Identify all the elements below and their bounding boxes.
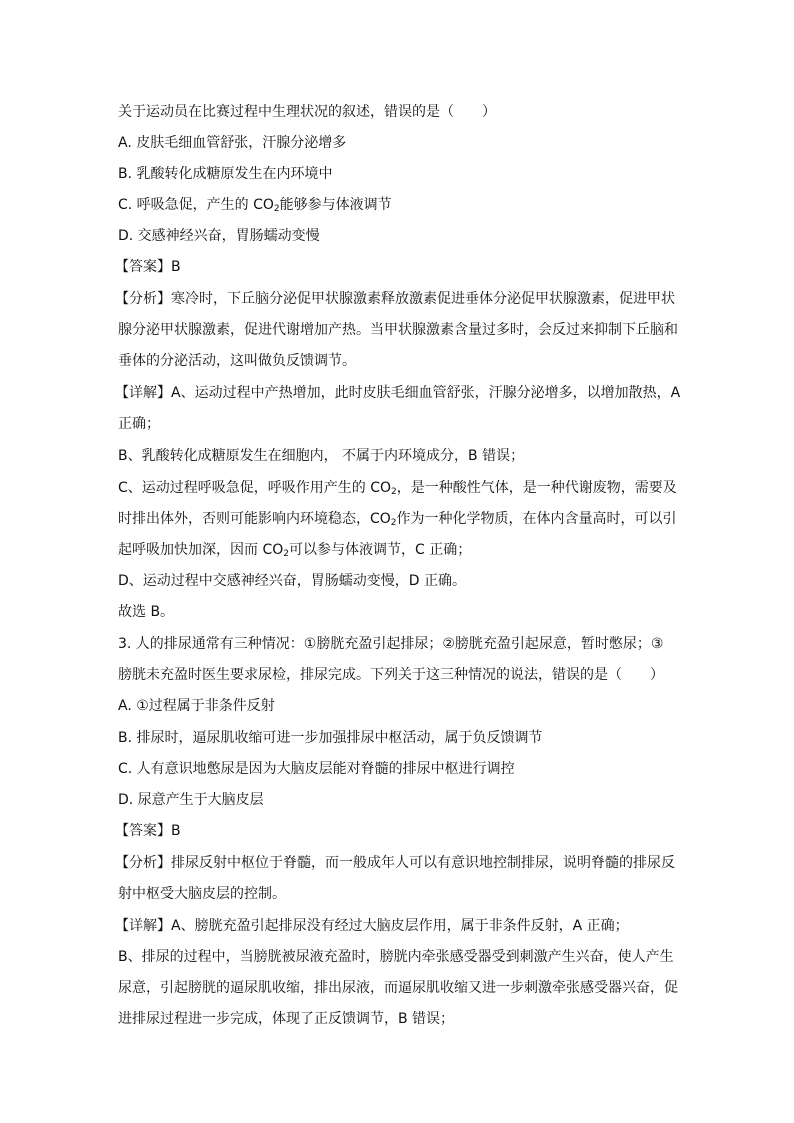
detail-c-text: C、运动过程呼吸急促，呼吸作用产生的 CO bbox=[118, 480, 392, 496]
question-2-detail-b: B、乳酸转化成糖原发生在细胞内， 不属于内环境成分，B 错误； bbox=[118, 448, 525, 464]
subscript: 2 bbox=[283, 549, 289, 559]
detail-c-text-end: ，是一种酸性气体，是一种代谢废物，需要及 bbox=[396, 480, 677, 496]
question-2-option-c bbox=[118, 195, 392, 215]
question-3-analysis-line: 【分析】排尿反射中枢位于脊髓，而一般成年人可以有意识地控制排尿，说明脊髓的排尿反 bbox=[115, 855, 675, 871]
question-2-detail-a: 正确； bbox=[118, 416, 160, 432]
question-2-option-d: D. 交感神经兴奋，胃肠蠕动变慢 bbox=[118, 228, 320, 244]
detail-c-text-end: 作为一种化学物质，在体内含量高时，可以引 bbox=[396, 511, 677, 527]
question-2-detail-c bbox=[118, 509, 677, 529]
question-2-detail-c bbox=[118, 478, 677, 498]
detail-c-text-end: 可以参与体液调节，C 正确； bbox=[288, 542, 472, 558]
question-3-detail-b: 进排尿过程进一步完成，体现了正反馈调节，B 错误； bbox=[118, 1011, 455, 1027]
question-2-detail-c bbox=[118, 540, 471, 560]
question-2-option-b: B. 乳酸转化成糖原发生在内环境中 bbox=[118, 166, 333, 182]
detail-c-text: 起呼吸加快加深，因而 CO bbox=[118, 542, 284, 558]
question-3-option-a: A. ①过程属于非条件反射 bbox=[118, 698, 275, 714]
question-2-answer: 【答案】B bbox=[115, 259, 181, 275]
question-3-option-b: B. 排尿时，逼尿肌收缩可进一步加强排尿中枢活动，属于负反馈调节 bbox=[118, 730, 543, 746]
detail-c-text: 时排出体外，否则可能影响内环境稳态，CO bbox=[118, 511, 391, 527]
question-2-detail-a: 【详解】A、运动过程中产热增加，此时皮肤毛细血管舒张，汗腺分泌增多，以增加散热，A bbox=[115, 385, 681, 401]
question-3-detail-b: B、排尿的过程中，当膀胱被尿液充盈时，膀胱内牵张感受器受到刺激产生兴奋，使人产生 bbox=[118, 949, 674, 965]
question-2-detail-d: D、运动过程中交感神经兴奋，胃肠蠕动变慢，D 正确。 bbox=[118, 573, 467, 589]
subscript: 2 bbox=[273, 204, 280, 214]
subscript: 2 bbox=[391, 487, 397, 497]
question-3-stem: 膀胱未充盈时医生要求尿检，排尿完成。下列关于这三种情况的说法，错误的是（ ） bbox=[118, 667, 664, 683]
question-2-analysis-line: 【分析】寒冷时，下丘脑分泌促甲状腺激素释放激素促进垂体分泌促甲状腺激素，促进甲状 bbox=[115, 291, 675, 307]
question-2-analysis-line: 垂体的分泌活动，这叫做负反馈调节。 bbox=[118, 353, 356, 369]
question-3-detail-a: 【详解】A、膀胱充盈引起排尿没有经过大脑皮层作用，属于非条件反射，A 正确； bbox=[115, 918, 629, 934]
question-2-conclusion: 故选 B。 bbox=[118, 604, 175, 620]
option-c-text-end: 能够参与体液调节 bbox=[279, 197, 392, 213]
question-3-analysis-line: 射中枢受大脑皮层的控制。 bbox=[118, 886, 286, 902]
question-3-option-d: D. 尿意产生于大脑皮层 bbox=[118, 792, 264, 808]
question-3-option-c: C. 人有意识地憋尿是因为大脑皮层能对脊髓的排尿中枢进行调控 bbox=[118, 761, 515, 777]
question-2-analysis-line: 腺分泌甲状腺激素，促进代谢增加产热。当甲状腺激素含量过多时，会反过来抑制下丘脑和 bbox=[118, 322, 678, 338]
question-2-option-a: A. 皮肤毛细血管舒张，汗腺分泌增多 bbox=[118, 135, 347, 151]
subscript: 2 bbox=[390, 518, 397, 528]
question-2-stem: 关于运动员在比赛过程中生理状况的叙述，错误的是（ ） bbox=[118, 104, 496, 120]
option-c-text: C. 呼吸急促，产生的 CO bbox=[118, 197, 274, 213]
question-3-answer: 【答案】B bbox=[115, 823, 181, 839]
question-3-stem: 3. 人的排尿通常有三种情况：①膀胱充盈引起排尿；②膀胱充盈引起尿意，暂时憋尿；③ bbox=[118, 636, 664, 652]
question-3-detail-b: 尿意，引起膀胱的逼尿肌收缩，排出尿液，而逼尿肌收缩又进一步刺激牵张感受器兴奋，促 bbox=[118, 980, 678, 996]
